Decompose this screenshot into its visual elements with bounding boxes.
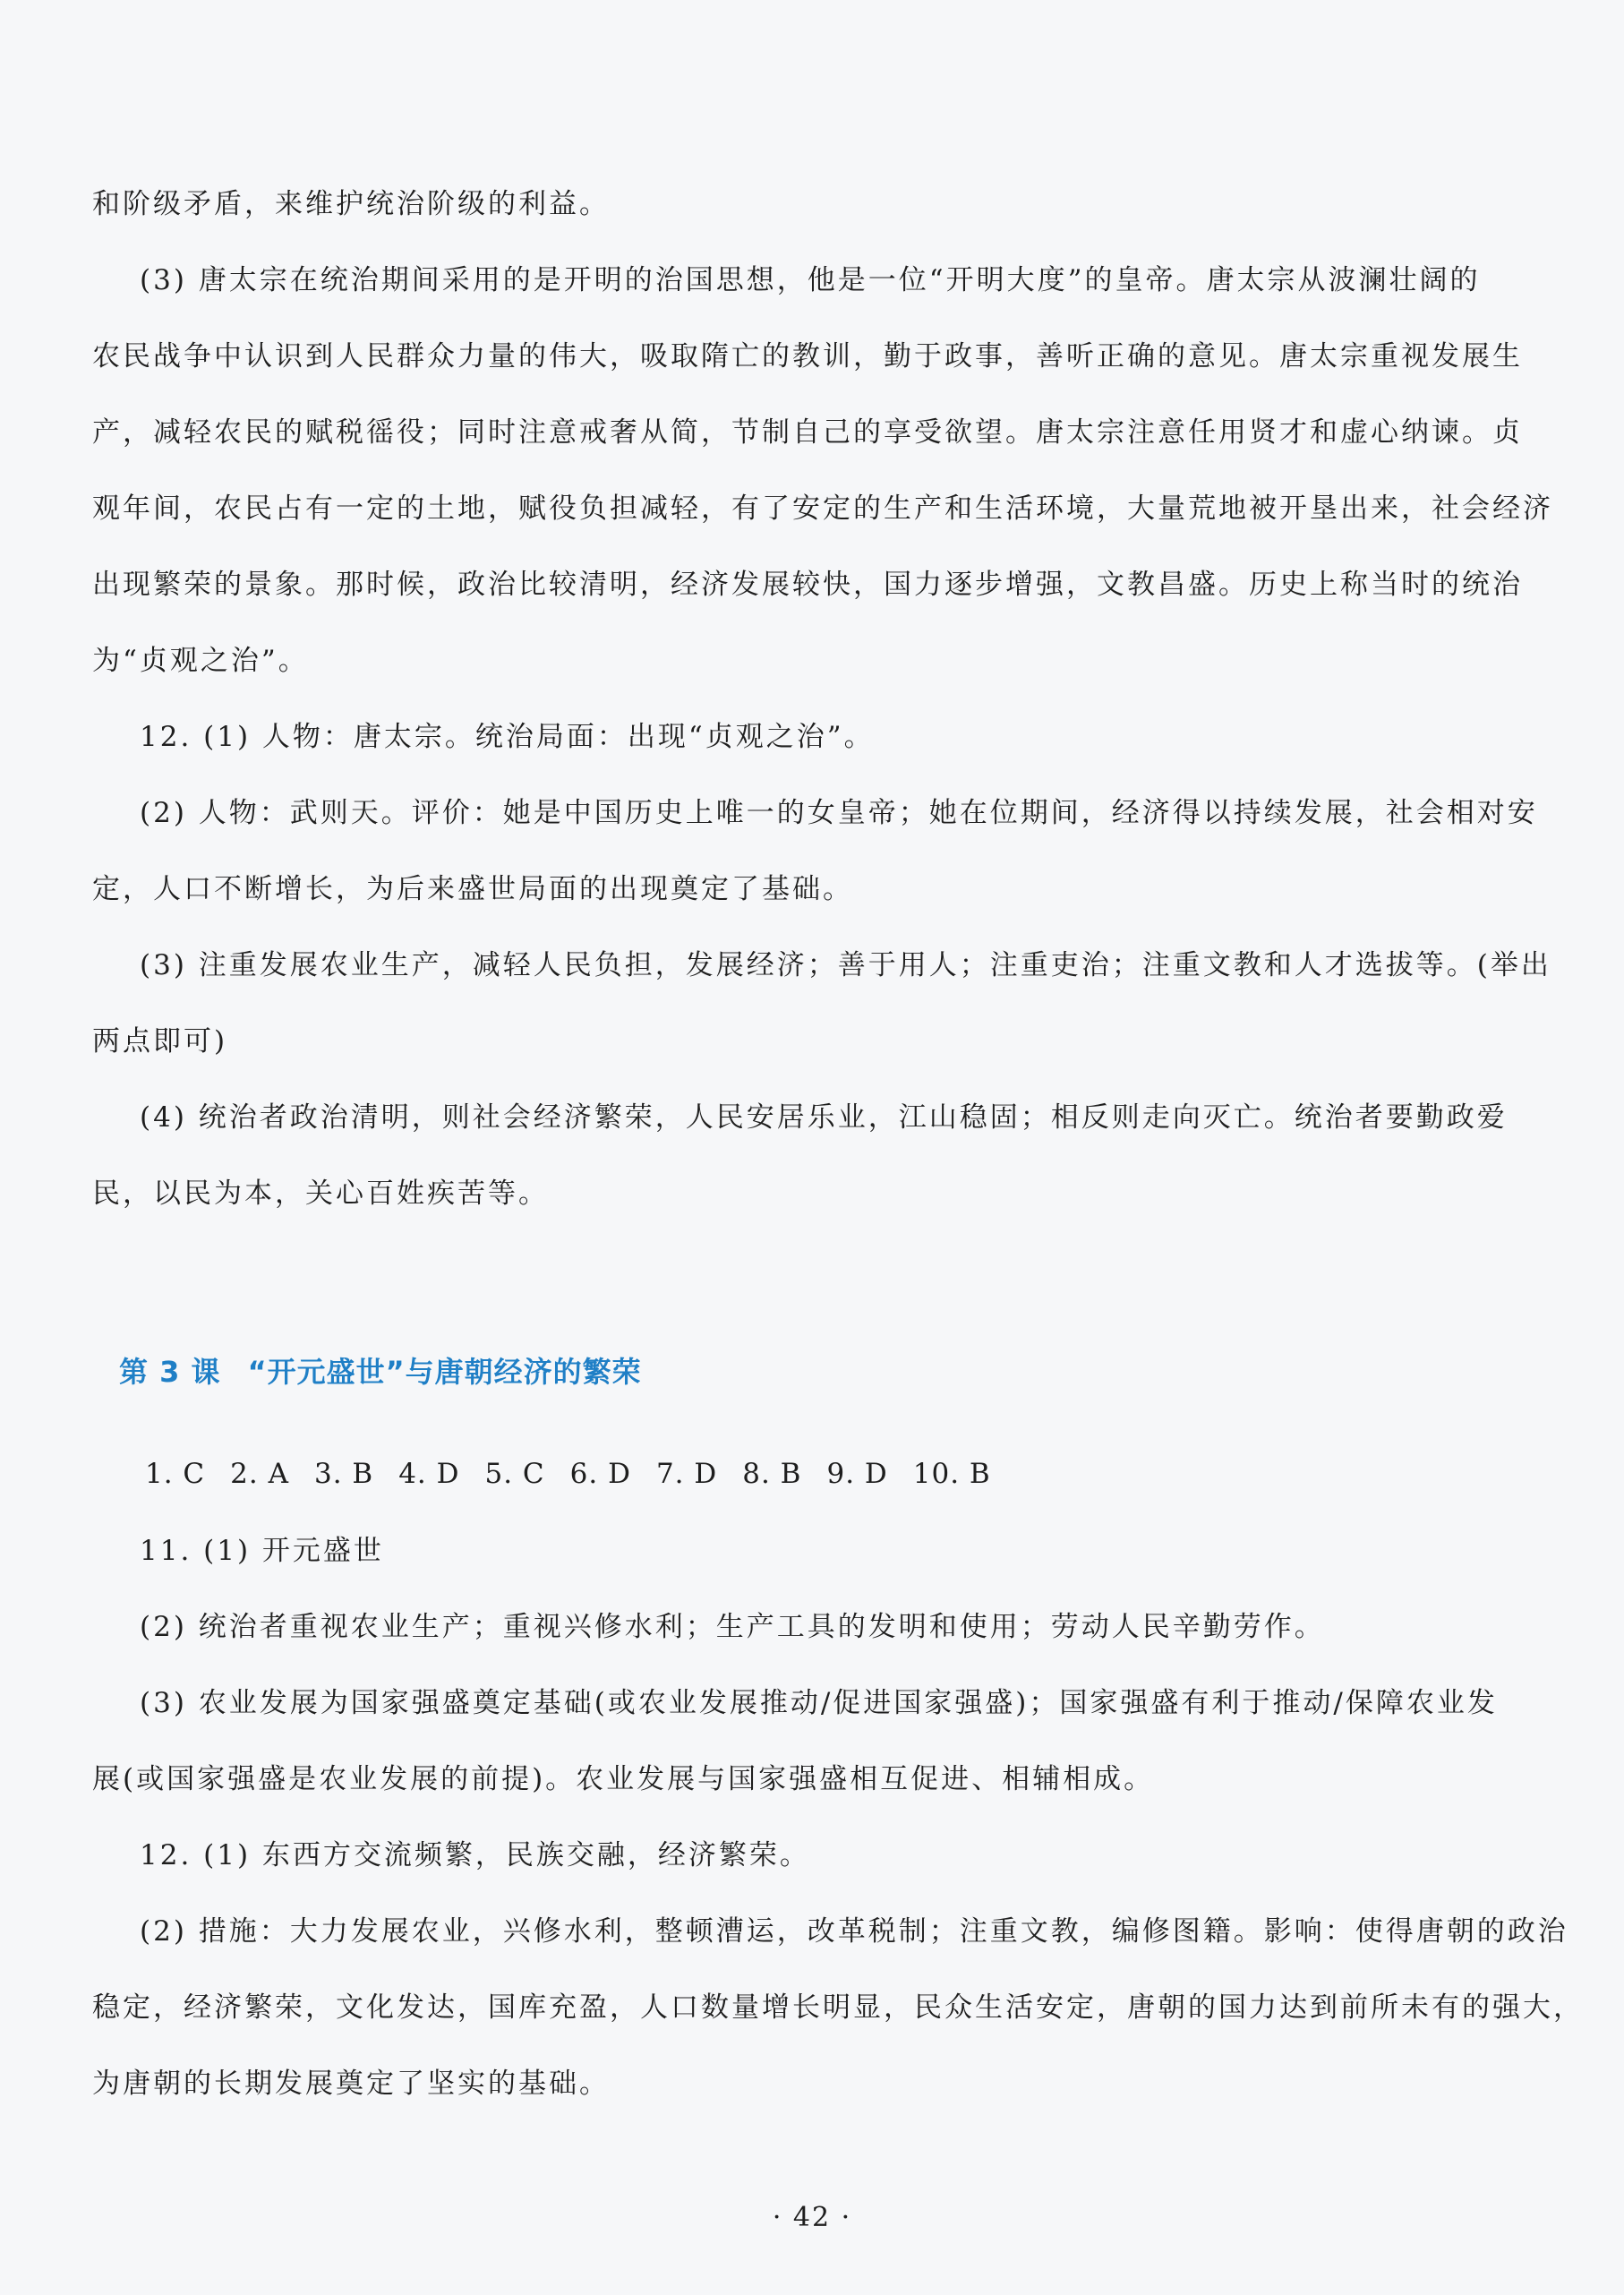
answer-item: 9. D [826, 1458, 888, 1490]
lesson-title: “开元盛世”与唐朝经济的繁荣 [247, 1355, 642, 1389]
answer-line: 稳定，经济繁荣，文化发达，国库充盈，人口数量增长明显，民众生活安定，唐朝的国力达到前所未有的强大， [92, 1991, 1584, 2024]
answer-line: 12. (1) 东西方交流频繁，民族交融，经济繁荣。 [140, 1839, 810, 1871]
lesson-number: 第 3 课 [119, 1355, 221, 1389]
paragraph-line: 出现繁荣的景象。那时候，政治比较清明，经济发展较快，国力逐步增强，文教昌盛。历史上称当时的统治 [92, 569, 1523, 601]
answer-line: 定，人口不断增长，为后来盛世局面的出现奠定了基础。 [92, 873, 853, 905]
answer-line: (2) 统治者重视农业生产；重视兴修水利；生产工具的发明和使用；劳动人民辛勤劳作。 [140, 1611, 1325, 1643]
paragraph-line: 农民战争中认识到人民群众力量的伟大，吸取隋亡的教训，勤于政事，善听正确的意见。唐太宗重视发展生 [92, 340, 1523, 373]
answer-item: 10. B [912, 1458, 991, 1490]
answer-item: 6. D [569, 1458, 631, 1490]
answer-line: (2) 人物：武则天。评价：她是中国历史上唯一的女皇帝；她在位期间，经济得以持续发展，社会相对安 [140, 797, 1538, 829]
multiple-choice-answers [145, 1456, 991, 1492]
answer-item: 5. C [484, 1458, 545, 1490]
answer-line: 两点即可) [92, 1025, 228, 1058]
section-heading [119, 1354, 642, 1390]
answer-item: 7. D [655, 1458, 718, 1490]
page-number: · 42 · [772, 2202, 852, 2233]
paragraph-line: 产，减轻农民的赋税徭役；同时注意戒奢从简，节制自己的享受欲望。唐太宗注意任用贤才和虚心纳谏。贞 [92, 416, 1523, 449]
answer-line: (2) 措施：大力发展农业，兴修水利，整顿漕运，改革税制；注重文教，编修图籍。影响：使得唐朝的政治 [140, 1915, 1568, 1948]
paragraph-line: 观年间，农民占有一定的土地，赋役负担减轻，有了安定的生产和生活环境，大量荒地被开垦出来，社会经济 [92, 492, 1553, 525]
answer-line: 11. (1) 开元盛世 [140, 1535, 384, 1567]
answer-line: (3) 农业发展为国家强盛奠定基础(或农业发展推动/促进国家强盛)；国家强盛有利于推动/保障农业发 [140, 1687, 1498, 1719]
answer-item: 3. B [313, 1458, 374, 1490]
paragraph-line: 和阶级矛盾，来维护统治阶级的利益。 [92, 188, 610, 220]
answer-line: 展(或国家强盛是农业发展的前提)。农业发展与国家强盛相互促进、相辅相成。 [92, 1763, 1155, 1795]
answer-item: 1. C [145, 1458, 206, 1490]
answer-line: (4) 统治者政治清明，则社会经济繁荣，人民安居乐业，江山稳固；相反则走向灭亡。统治者要勤政爱 [140, 1101, 1508, 1134]
answer-item: 4. D [398, 1458, 460, 1490]
answer-line: 民，以民为本，关心百姓疾苦等。 [92, 1177, 549, 1210]
answer-item: 2. A [230, 1458, 289, 1490]
paragraph-line: 为“贞观之治”。 [92, 645, 309, 677]
answer-line: (3) 注重发展农业生产，减轻人民负担，发展经济；善于用人；注重吏治；注重文教和人才选拔等。(举出 [140, 949, 1551, 981]
answer-line: 12. (1) 人物：唐太宗。统治局面：出现“贞观之治”。 [140, 721, 875, 753]
answer-line: 为唐朝的长期发展奠定了坚实的基础。 [92, 2068, 610, 2100]
answer-item: 8. B [742, 1458, 802, 1490]
paragraph-line: (3) 唐太宗在统治期间采用的是开明的治国思想，他是一位“开明大度”的皇帝。唐太宗从波澜壮阔的 [140, 264, 1481, 296]
